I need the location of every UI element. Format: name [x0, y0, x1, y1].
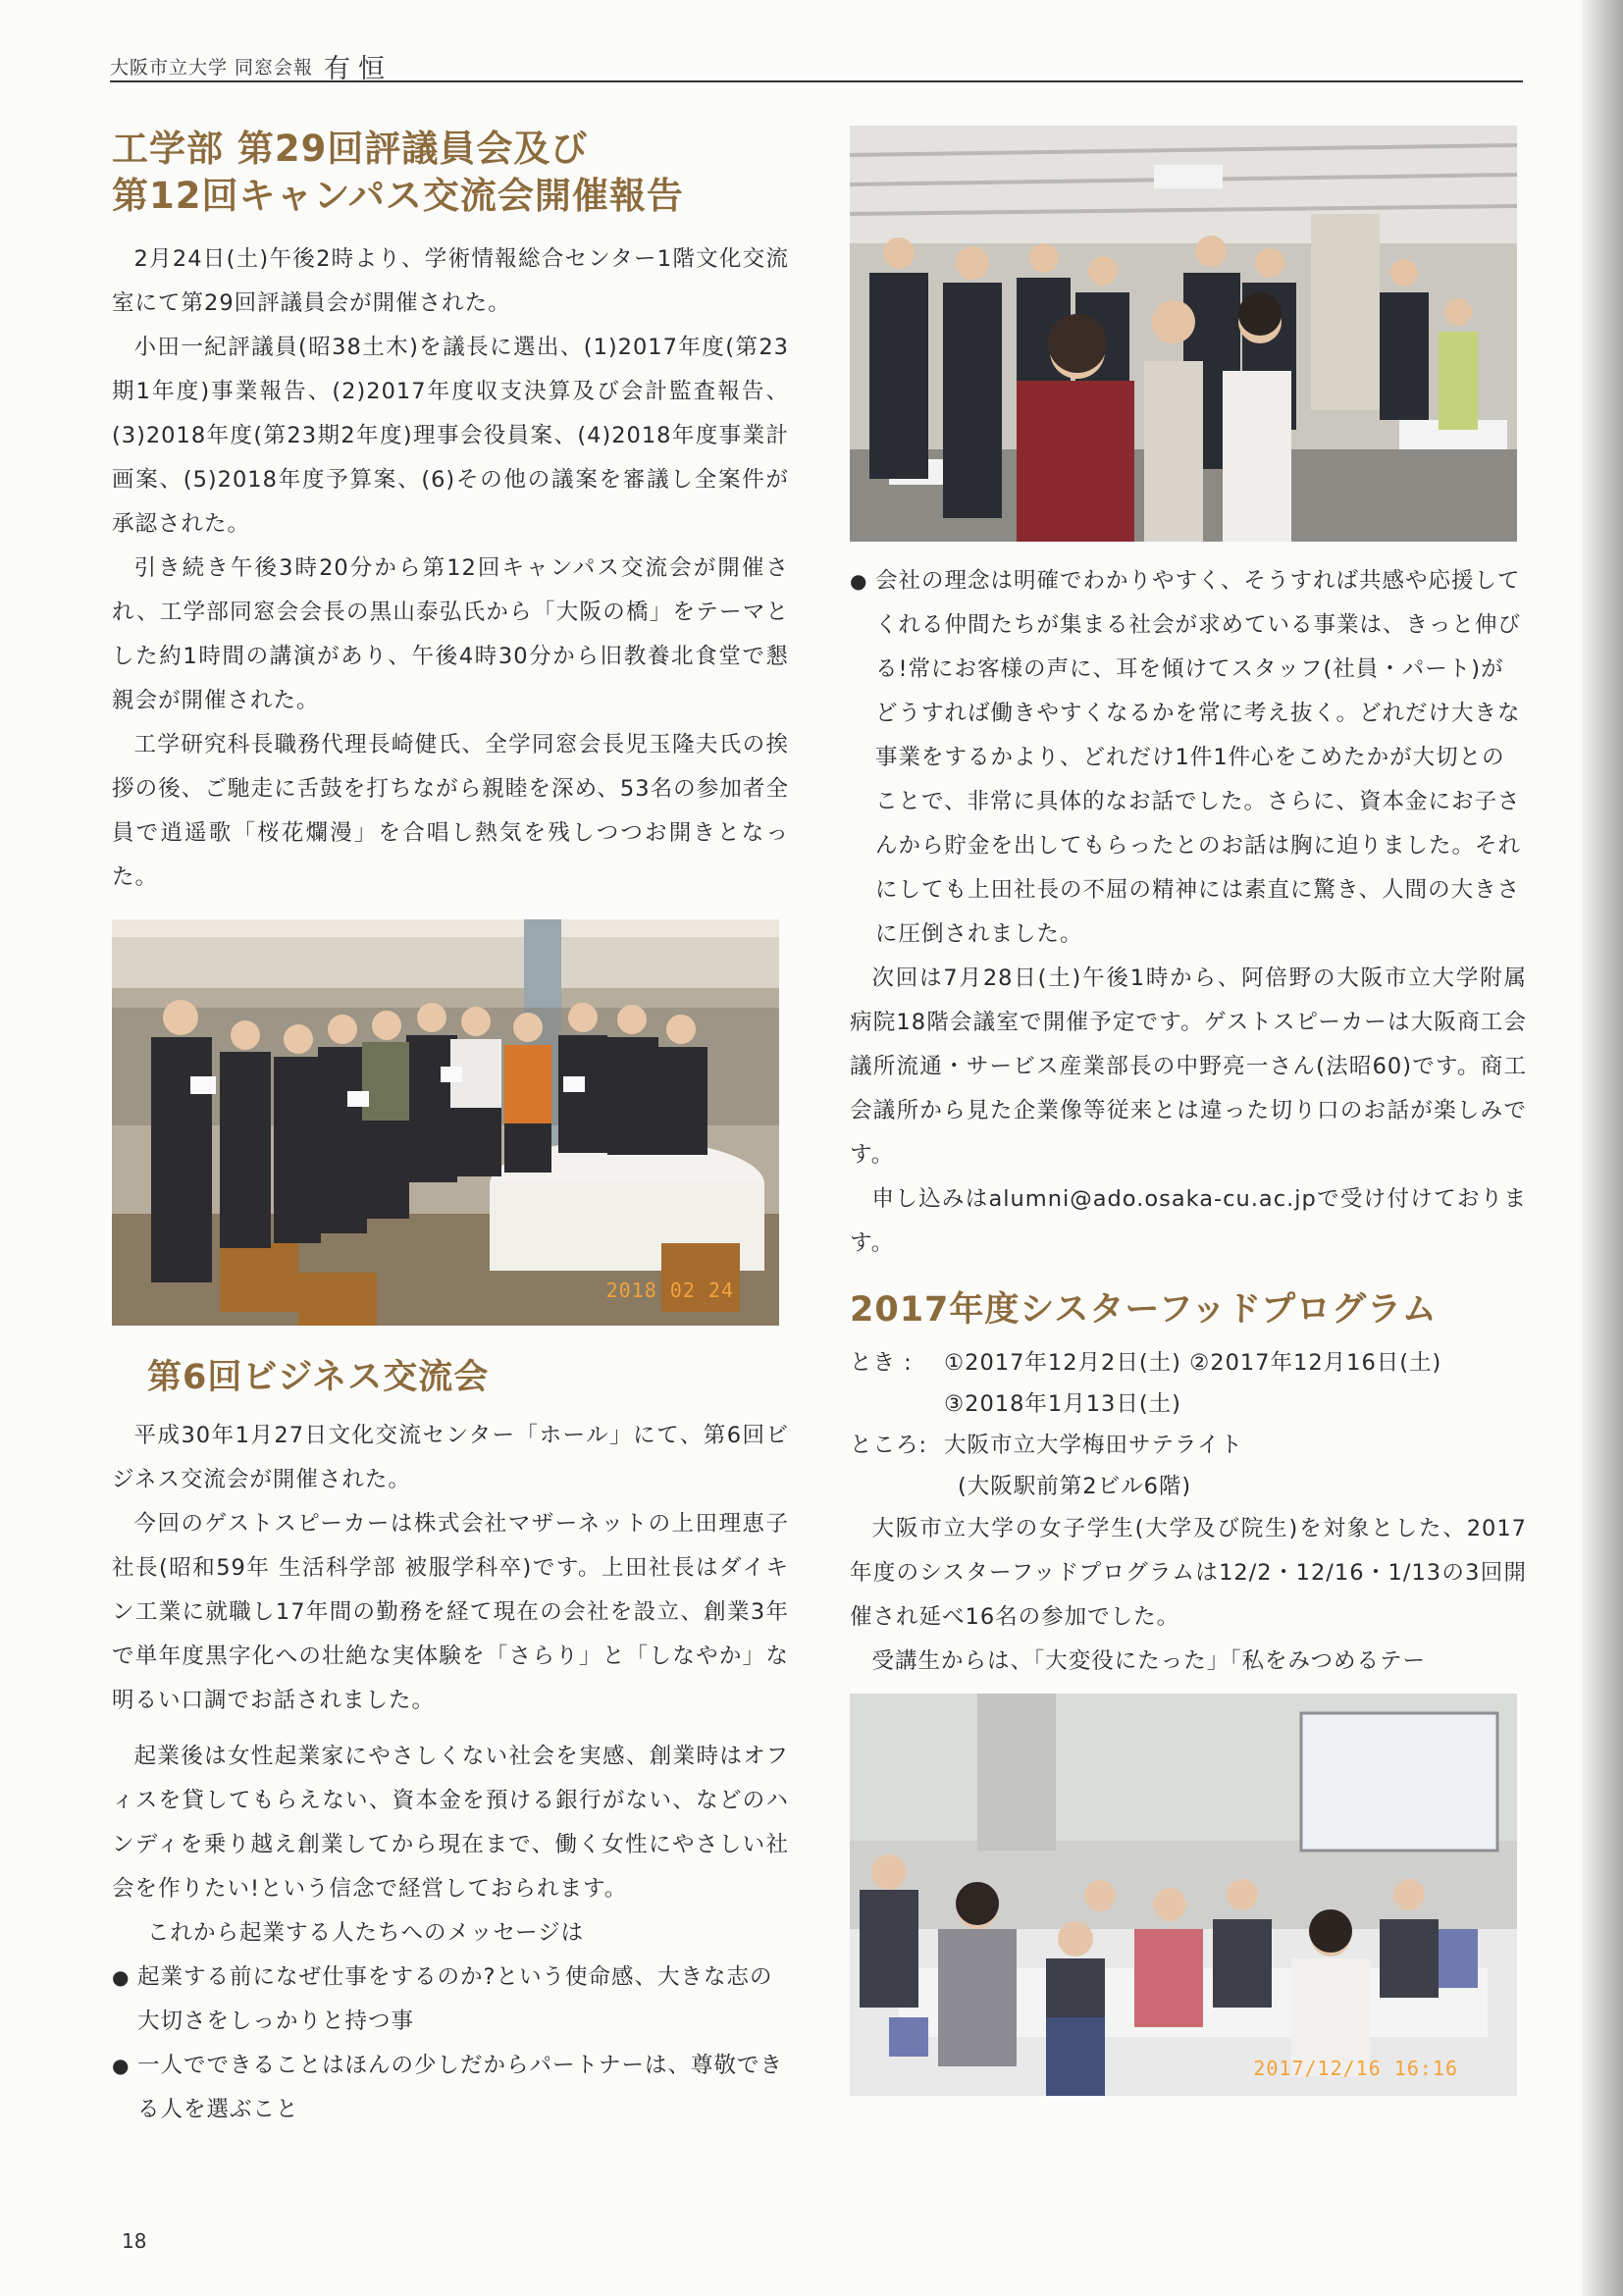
bullet-text: 一人でできることはほんの少しだからパートナーは、尊敬できる人を選ぶこと: [137, 2053, 784, 2122]
networking-event-image: [850, 126, 1517, 542]
publication-name: 大阪市立大学 同窓会報: [110, 57, 314, 78]
when-row-2: [850, 1383, 1527, 1425]
bullet-icon: ●: [112, 1965, 131, 1989]
running-header: [110, 51, 1523, 82]
bullet-icon: ●: [850, 569, 868, 593]
message-bullet: [850, 559, 1527, 957]
article1-title-line1: 工学部 第29回評議員会及び: [112, 128, 589, 170]
closing-paragraph: 申し込みはalumni@ado.osaka-cu.ac.jpで受け付けております。: [850, 1186, 1527, 1256]
singing-group-image: [112, 919, 779, 1326]
publication-logo: 有恒: [324, 54, 393, 84]
when-row: [850, 1342, 1527, 1383]
article1-title-line2: 第12回キャンパス交流会開催報告: [112, 175, 684, 217]
business-exchange-photo: [850, 126, 1517, 542]
book-spine-shadow: [1582, 0, 1623, 2296]
message-bullet: [112, 2044, 789, 2132]
when-label: とき :: [850, 1350, 913, 1376]
where-row-2: [850, 1466, 1527, 1507]
photo-date-stamp: 2017/12/16 16:16: [1253, 2057, 1458, 2080]
where-value: 大阪市立大学梅田サテライト: [944, 1433, 1243, 1458]
article2-paragraph: 平成30年1月27日文化交流センター「ホール」にて、第6回ビジネス交流会が開催された。: [112, 1423, 789, 1492]
closing-paragraph: 次回は7月28日(土)午後1時から、阿倍野の大阪市立大学附属病院18階会議室で開催予定です。ゲストスピーカーは大阪商工会議所流通・サービス産業部長の中野亮一さん(法昭60)です。商工会議所から見た企業像等従来とは違った切り口のお話が楽しみです。: [850, 965, 1527, 1168]
bullet-text: 起業する前になぜ仕事をするのか?という使命感、大きな志の大切さをしっかりと持つ事: [137, 1964, 773, 2034]
article1-paragraph: 引き続き午後3時20分から第12回キャンパス交流会が開催され、工学部同窓会会長の黒山泰弘氏から「大阪の橋」をテーマとした約1時間の講演があり、午後4時30分から旧教養北食堂で懇親会が開催された。: [112, 555, 789, 713]
where-value-2: (大阪駅前第2ビル6階): [958, 1474, 1192, 1499]
article2-paragraph: 起業後は女性起業家にやさしくない社会を実感、創業時はオフィスを貸してもらえない、資本金を預ける銀行がない、などのハンディを乗り越え創業してから現在まで、働く女性にやさしい社会を作りたい!という信念で経営しておられます。: [112, 1744, 789, 1902]
sisterhood-photo: [850, 1694, 1517, 2096]
article3-paragraph: 大阪市立大学の女子学生(大学及び院生)を対象とした、2017年度のシスターフッドプログラムは12/2・12/16・1/13の3回開催され延べ16名の参加でした。: [850, 1516, 1527, 1630]
right-column: [850, 126, 1527, 2096]
article1-paragraph: 工学研究科長職務代理長崎健氏、全学同窓会長児玉隆夫氏の挨拶の後、ご馳走に舌鼓を打ちながら親睦を深め、53名の参加者全員で逍遥歌「桜花爛漫」を合唱し熱気を残しつつお開きとなった。: [112, 732, 789, 890]
article1-title: [112, 126, 789, 220]
article2-paragraph: 今回のゲストスピーカーは株式会社マザーネットの上田理恵子社長(昭和59年 生活科学部 被服学科卒)です。上田社長はダイキン工業に就職し17年間の勤務を経て現在の会社を設立、創業3年で単年度黒字化への壮絶な実体験を「さらり」と「しなやか」な明るい口調でお話されました。: [112, 1511, 789, 1713]
article1-paragraph: 2月24日(土)午後2時より、学術情報総合センター1階文化交流室にて第29回評議員会が開催された。: [112, 246, 789, 316]
message-bullet: [112, 1956, 789, 2044]
left-column: [112, 126, 789, 2132]
article1-paragraph: 小田一紀評議員(昭38土木)を議長に選出、(1)2017年度(第23期1年度)事業報告、(2)2017年度収支決算及び会計監査報告、(3)2018年度(第23期2年度)理事会役員案、(4)2018年度事業計画案、(5)2018年度予算案、(6)その他の議案を審議し全案件が承認された。: [112, 335, 789, 537]
bullet-icon: ●: [112, 2054, 131, 2077]
photo-date-stamp: 2018 02 24: [605, 1278, 734, 1302]
when-value-2: ③2018年1月13日(土): [944, 1391, 1181, 1417]
article3-paragraph: 受講生からは、「大変役にたった」「私をみつめるテー: [871, 1648, 1427, 1674]
seminar-image: [850, 1694, 1517, 2096]
where-row: [850, 1425, 1527, 1466]
when-value: ①2017年12月2日(土) ②2017年12月16日(土): [944, 1350, 1442, 1376]
where-label: ところ:: [850, 1433, 928, 1458]
article3-title: 2017年度シスターフッドプログラム: [850, 1290, 1438, 1330]
article2-title: 第6回ビジネス交流会: [147, 1358, 490, 1397]
article1-photo: [112, 919, 779, 1326]
article2-paragraph: これから起業する人たちへのメッセージは: [147, 1920, 585, 1946]
page-number: 18: [122, 2229, 147, 2253]
bullet-text: 会社の理念は明確でわかりやすく、そうすれば共感や応援してくれる仲間たちが集まる社会が求めている事業は、きっと伸びる!常にお客様の声に、耳を傾けてスタッフ(社員・パート)がどうすれば働きやすくなるかを常に考え抜く。どれだけ大きな事業をするかより、どれだけ1件1件心をこめたかが大切とのことで、非常に具体的なお話でした。さらに、資本金にお子さんから貯金を出してもらったとのお話は胸に迫りました。それにしても上田社長の不屈の精神には素直に驚き、人間の大きさに圧倒されました。: [875, 568, 1522, 947]
